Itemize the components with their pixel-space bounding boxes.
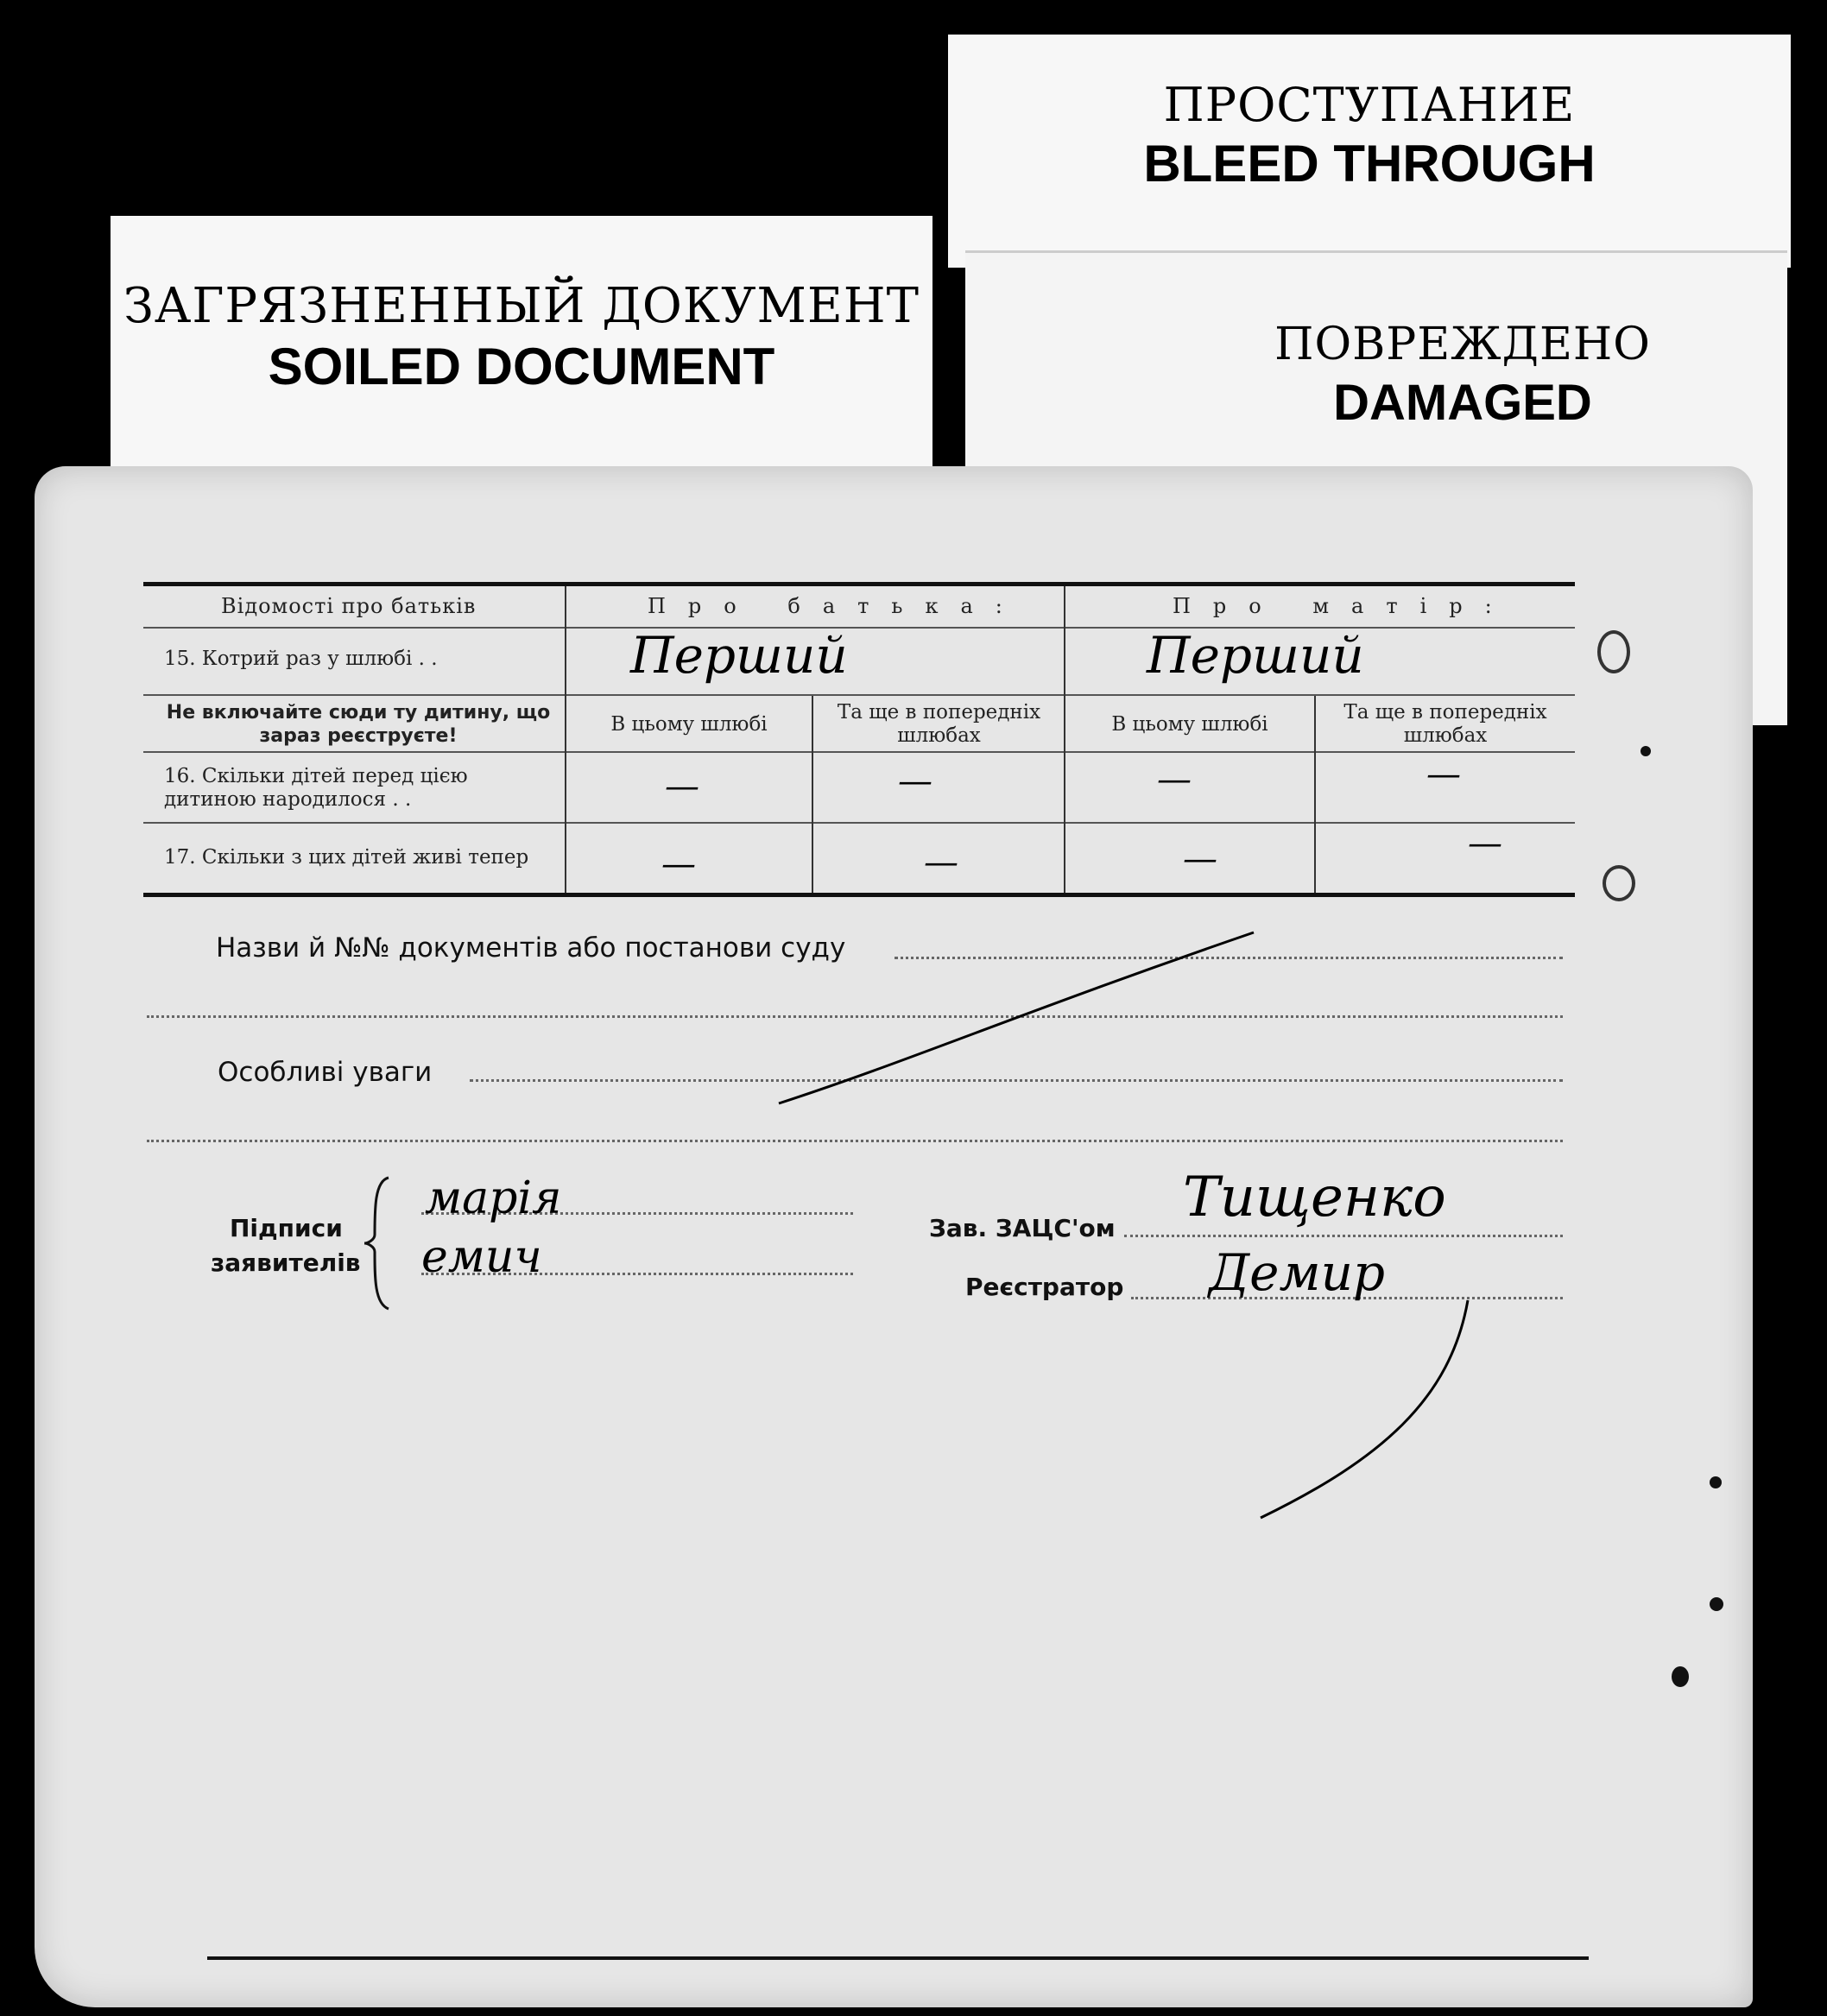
row17-father-previous: — [924, 843, 958, 882]
row16-father-previous: — [898, 762, 932, 801]
binding-mark-3 [1710, 1597, 1723, 1611]
damaged-card [965, 250, 1787, 469]
punch-hole-1 [1597, 630, 1630, 673]
row17-father-this: — [661, 844, 696, 884]
signatures-label-line2: заявителів [211, 1248, 361, 1277]
subhead-father-this-marriage: В цьому шлюбі [610, 713, 768, 736]
remarks-label: Особливі уваги [218, 1057, 433, 1088]
soiled-document-card [111, 216, 932, 475]
subhead-mother-this-marriage: В цьому шлюбі [1111, 713, 1268, 736]
page-bottom-rule [207, 1956, 1589, 1960]
bleed-through-ru: ПРОСТУПАНИЕ [1163, 78, 1576, 132]
binding-mark-1 [1641, 746, 1651, 756]
bleed-through-card [948, 35, 1791, 268]
damaged-en: DAMAGED [1333, 375, 1592, 431]
soiled-document-en: SOILED DOCUMENT [268, 338, 775, 395]
registrar-signature: Демир [1209, 1243, 1386, 1302]
binding-mark-4 [1672, 1666, 1689, 1687]
header-about-father: Про батька: [648, 594, 1025, 618]
head-zags-signature: Тищенко [1183, 1166, 1446, 1229]
row17-mother-previous: — [1468, 824, 1502, 863]
header-about-mother: Про матір: [1173, 594, 1514, 618]
row16-label: 16. Скільки дітей перед цією дитиною народилося . . [164, 765, 468, 811]
header-parents-info: Відомості про батьків [221, 594, 477, 618]
registrar-label: Реєстратор [965, 1273, 1124, 1301]
note-exclude-child: Не включайте сюди ту дитину, що зараз реєструєте! [166, 702, 551, 747]
row15-mother-value: Перший [1147, 626, 1364, 685]
documents-label: Назви й №№ документів або постанови суду [216, 932, 846, 964]
row16-mother-previous: — [1426, 755, 1461, 794]
row15-father-value: Перший [630, 626, 848, 685]
document-page [35, 466, 1753, 2007]
subhead-mother-previous: Та ще в попередніх шлюбах [1343, 701, 1547, 747]
signatures-label-line1: Підписи [230, 1214, 343, 1242]
row17-mother-this: — [1183, 839, 1217, 879]
bleed-through-en: BLEED THROUGH [1143, 135, 1596, 193]
damaged-ru: ПОВРЕЖДЕНО [1274, 319, 1651, 370]
subhead-father-previous: Та ще в попередніх шлюбах [837, 701, 1041, 747]
registrar-signature-tail [35, 466, 1753, 2007]
applicant-signature-2: емич [421, 1231, 542, 1283]
row16-father-this: — [665, 767, 699, 806]
row15-label: 15. Котрий раз у шлюбі . . [164, 648, 438, 670]
punch-hole-2 [1603, 865, 1635, 901]
applicant-signature-1: марія [425, 1172, 562, 1224]
soiled-document-ru: ЗАГРЯЗНЕННЫЙ ДОКУМЕНТ [123, 278, 920, 334]
row17-label: 17. Скільки з цих дітей живі тепер [164, 846, 529, 869]
binding-mark-2 [1710, 1476, 1722, 1488]
row16-mother-this: — [1157, 760, 1192, 799]
head-zags-label: Зав. ЗАЦС'ом [929, 1214, 1116, 1242]
